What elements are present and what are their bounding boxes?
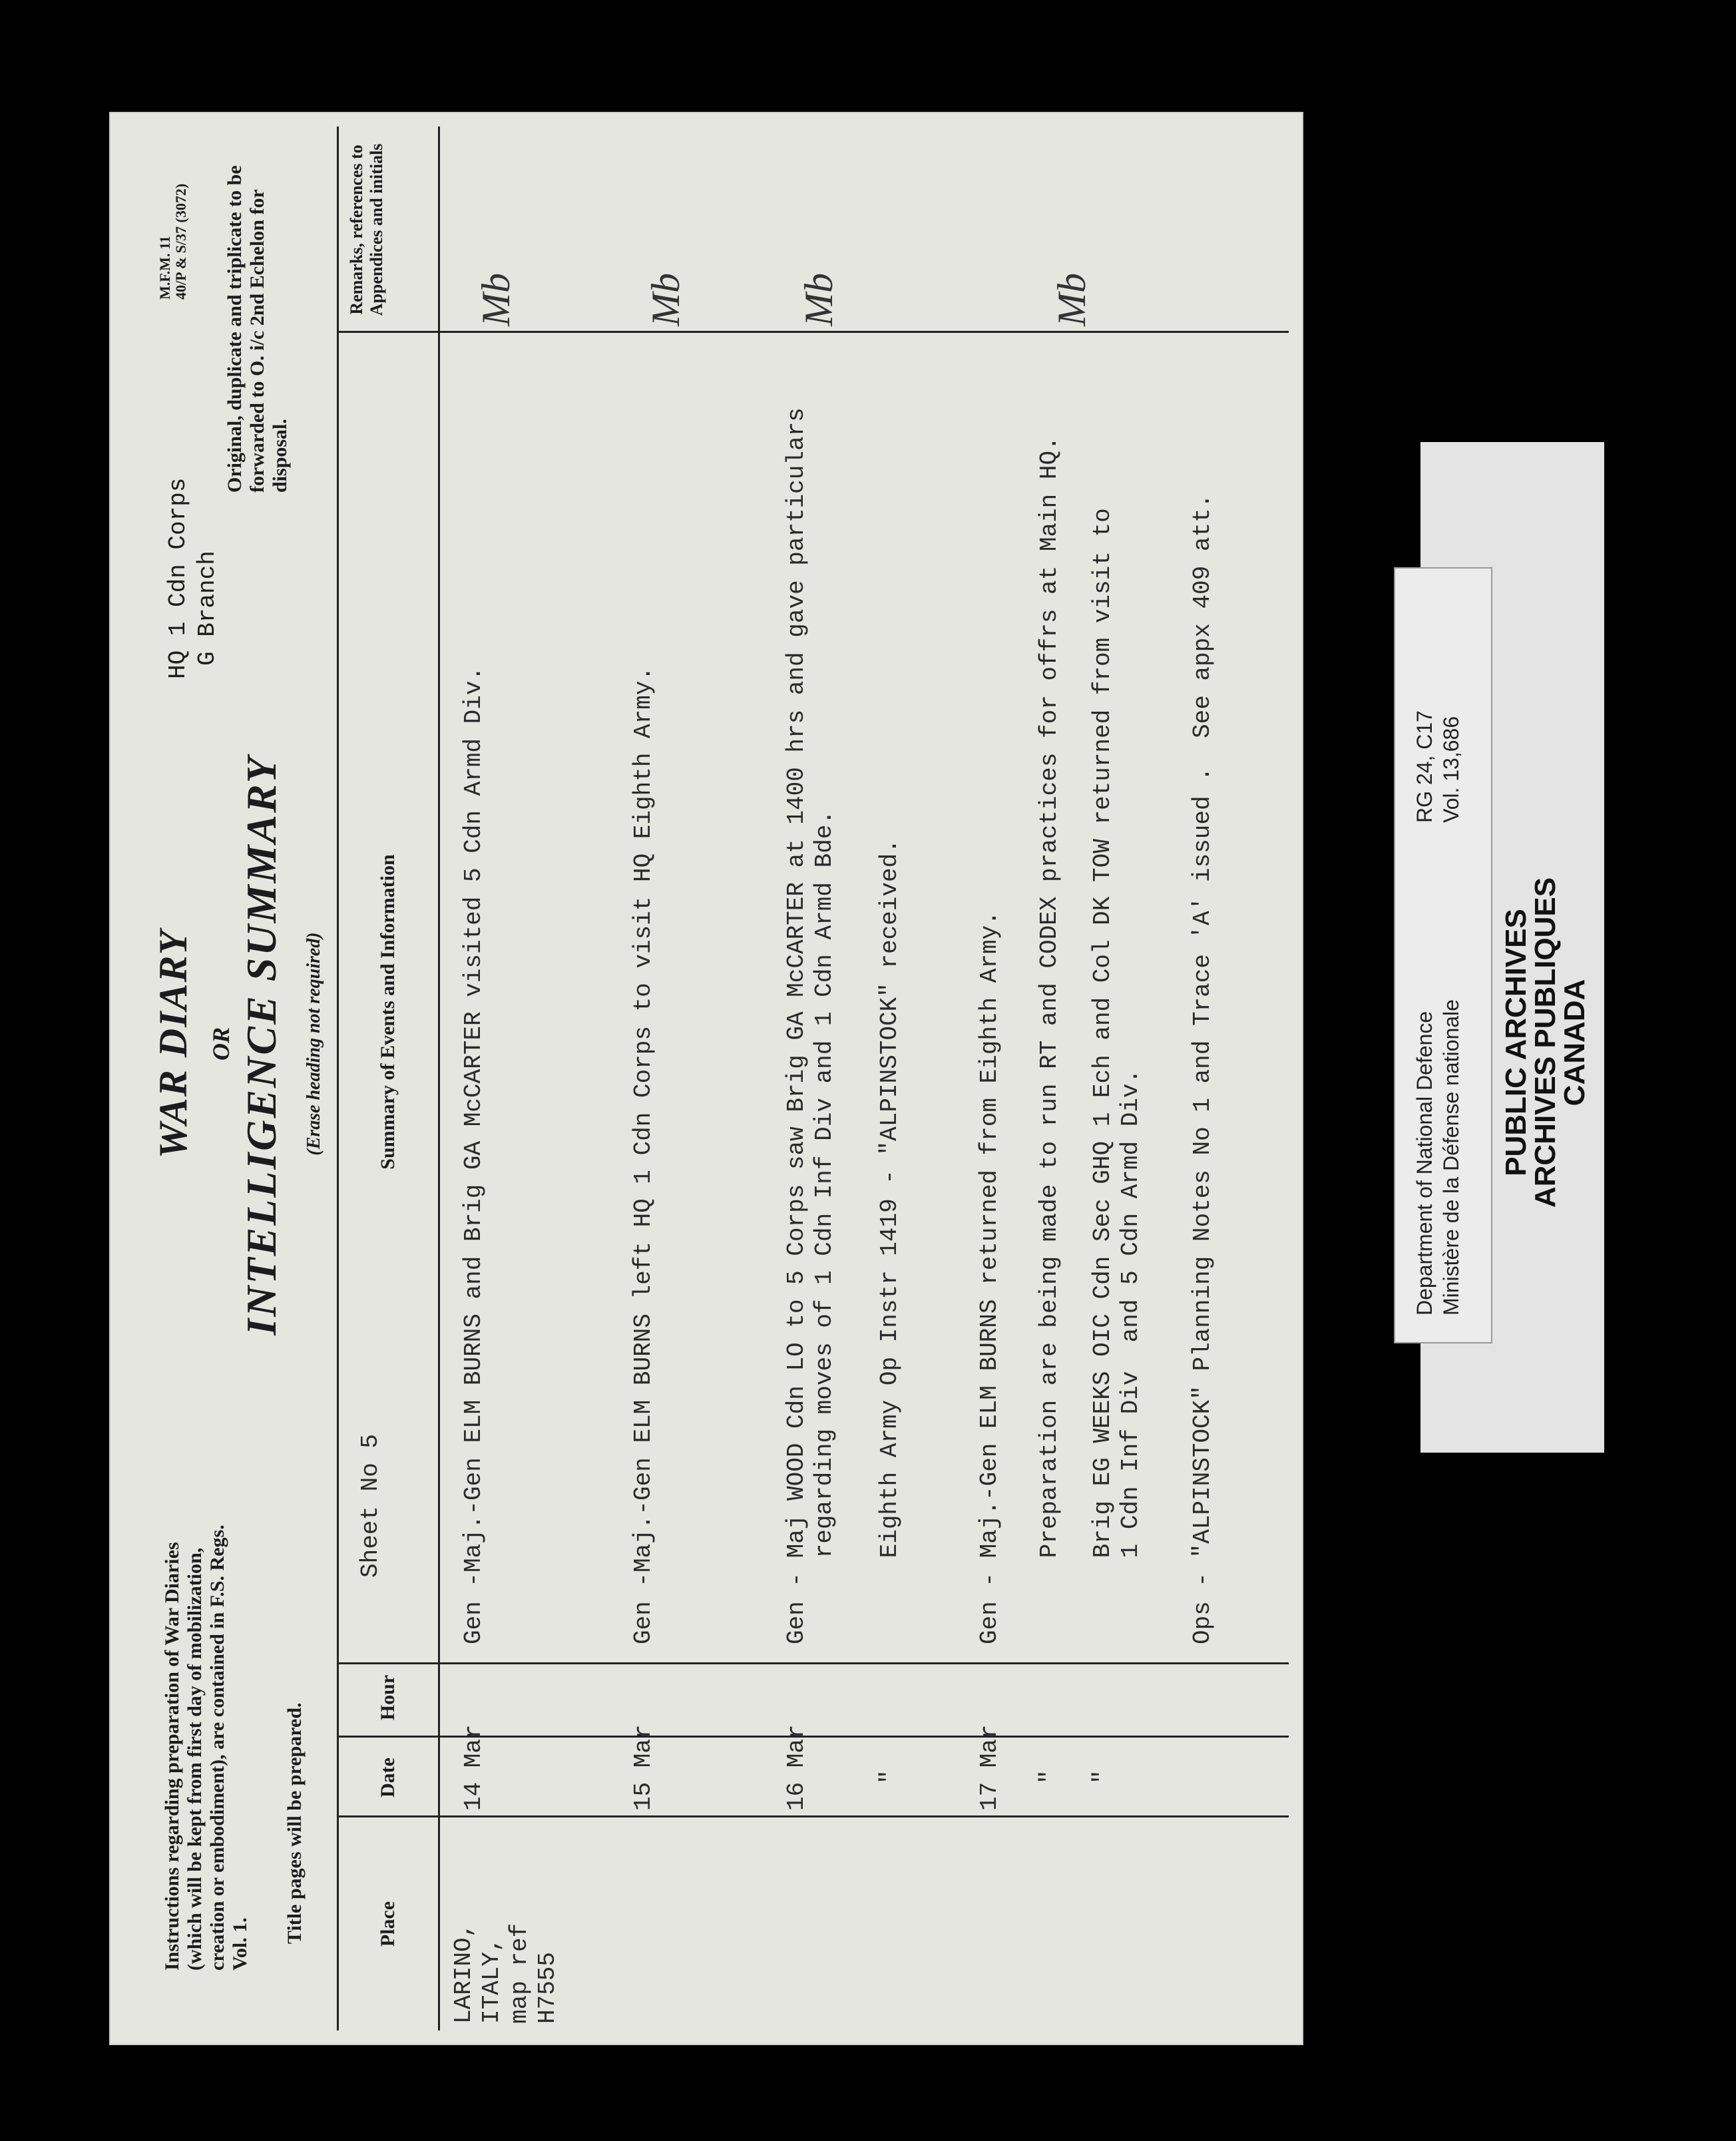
entry-date: 15 Mar bbox=[630, 1724, 657, 1811]
entry-text: Preparation are being made to run RT and CODEX practices for offrs at Main HQ. bbox=[1036, 436, 1063, 1644]
header-rule-bottom bbox=[438, 126, 440, 2030]
instructions-text: Instructions regarding preparation of War Diaries (which will be kept from first day of mobilization, creation or embodiment), are contained in F.S. Regs. Vol. 1. bbox=[161, 1525, 251, 1971]
unit-line-2: G Branch bbox=[194, 551, 221, 666]
form-reference bbox=[157, 184, 189, 300]
initials-signature: Mb bbox=[474, 273, 518, 326]
title-pages-note: Title pages will be prepared. bbox=[284, 1702, 306, 1944]
entry-date: 16 Mar bbox=[783, 1724, 810, 1811]
entry-date: " bbox=[1036, 1770, 1063, 1784]
entry-text: Brig EG WEEKS OIC Cdn Sec GHQ 1 Ech and Col DK TOW returned from visit to 1 Cdn Inf Div and 5 Cdn Armd Div. bbox=[1089, 508, 1144, 1558]
archives-stamp bbox=[1502, 790, 1595, 1296]
stamp-line-2: ARCHIVES PUBLIQUES bbox=[1529, 877, 1562, 1208]
entry-date: 17 Mar bbox=[976, 1724, 1003, 1811]
unit-line-1: HQ 1 Cdn Corps bbox=[164, 477, 192, 679]
title-war-diary: WAR DIARY bbox=[151, 929, 195, 1159]
column-header-place: Place bbox=[377, 1901, 399, 1947]
column-rule-summary bbox=[337, 331, 1289, 333]
stamp-line-1: PUBLIC ARCHIVES bbox=[1500, 909, 1532, 1176]
original-note: Original, duplicate and triplicate to be forwarded to O. i/c 2nd Echelon for disposal. bbox=[224, 165, 291, 493]
initials-signature: Mb bbox=[797, 273, 841, 326]
entry-date: 14 Mar bbox=[460, 1724, 487, 1811]
form-ref-1: M.F.M. 11 bbox=[156, 236, 173, 300]
place-cell: LARINO, ITALY, map ref H7555 bbox=[450, 1923, 561, 2024]
column-header-summary: Summary of Events and Information bbox=[377, 854, 399, 1170]
erase-heading-note: (Erase heading not required) bbox=[304, 932, 324, 1156]
unit-heading bbox=[164, 478, 222, 679]
archive-tag bbox=[1394, 567, 1492, 1343]
volume: Vol. 13,686 bbox=[1439, 716, 1463, 823]
dept-en: Department of National Defence bbox=[1412, 1011, 1436, 1315]
stamp-line-3: CANADA bbox=[1558, 979, 1591, 1106]
record-group: RG 24, C17 bbox=[1412, 710, 1436, 823]
column-header-remarks: Remarks, references to Appendices and initials bbox=[347, 143, 386, 316]
dept-fr: Ministère de la Défense nationale bbox=[1439, 999, 1463, 1315]
entry-text: Gen - Maj WOOD Cdn LO to 5 Corps saw Brig GA McCARTER at 1400 hrs and gave particulars regarding moves of 1 Cdn Inf Div and 1 Cdn Armd Bde. bbox=[783, 407, 838, 1644]
entry-text: Ops - "ALPINSTOCK" Planning Notes No 1 and Trace 'A' issued . See appx 409 att. bbox=[1189, 493, 1216, 1644]
initials-signature: Mb bbox=[1050, 273, 1094, 326]
title-intelligence-summary: INTELLIGENCE SUMMARY bbox=[238, 755, 285, 1335]
war-diary-sheet bbox=[109, 112, 1303, 2045]
column-header-date: Date bbox=[377, 1758, 399, 1797]
sheet-number: Sheet No 5 bbox=[357, 1433, 384, 1578]
title-or: OR bbox=[208, 1027, 234, 1061]
entry-date: " bbox=[1089, 1770, 1116, 1784]
entry-text: Gen -Maj.-Gen ELM BURNS left HQ 1 Cdn Corps to visit HQ Eighth Army. bbox=[630, 666, 657, 1644]
entry-text: Gen - Maj.-Gen ELM BURNS returned from Eighth Army. bbox=[976, 911, 1003, 1644]
column-rule-place bbox=[337, 1815, 1289, 1817]
header-rule-top bbox=[337, 126, 339, 2030]
initials-signature: Mb bbox=[644, 273, 688, 326]
entry-text: Gen -Maj.-Gen ELM BURNS and Brig GA McCARTER visited 5 Cdn Armd Div. bbox=[460, 666, 487, 1644]
entry-text: Eighth Army Op Instr 1419 - "ALPINSTOCK" received. bbox=[876, 839, 903, 1644]
entry-date: " bbox=[876, 1770, 903, 1784]
column-rule-hour bbox=[337, 1662, 1289, 1664]
column-header-hour: Hour bbox=[377, 1674, 399, 1721]
form-ref-2: 40/P & S/37 (3072) bbox=[172, 183, 189, 300]
